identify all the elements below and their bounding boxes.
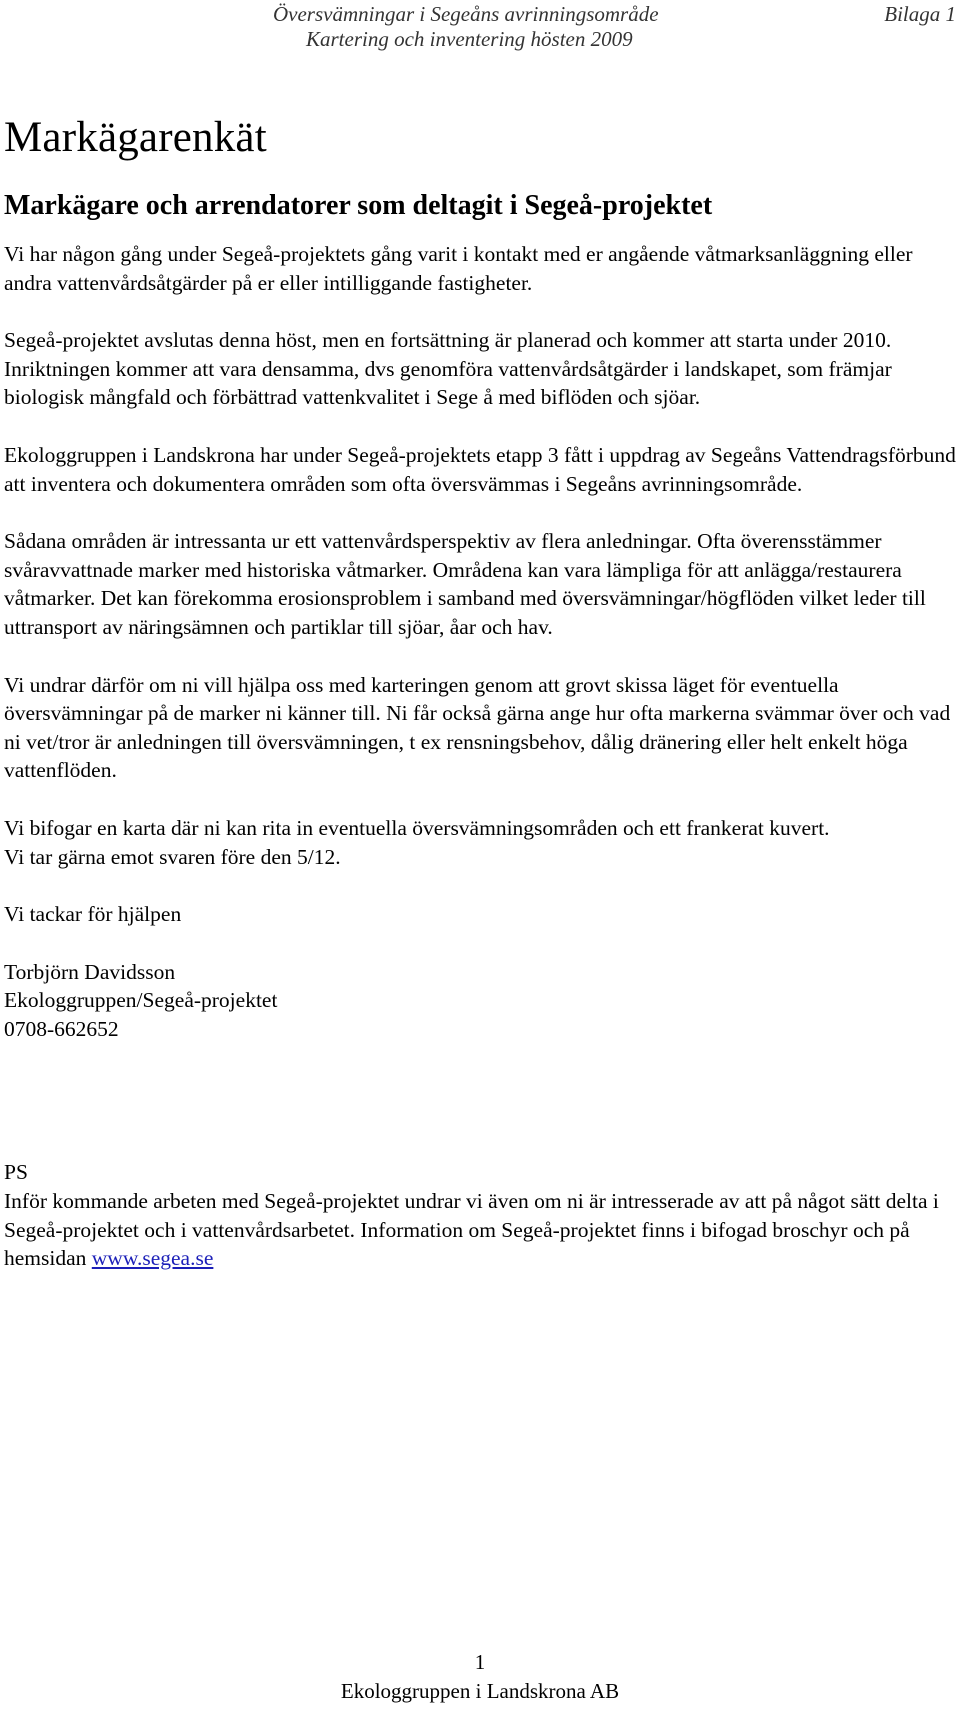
- paragraph-assignment: Ekologgruppen i Landskrona har under Segeå-projektets etapp 3 fått i uppdrag av Segeåns Vattendragsförbund att inventera och dokumentera områden som ofta översvämmas i Segeåns avrinningsområde.: [4, 442, 956, 496]
- postscript-text: Inför kommande arbeten med Segeå-projektet undrar vi även om ni är intresserade av att på något sätt delta i Segeå-projektet och i vattenvårdsarbetet. Information om Segeå-projektet finns i bifogad broschyr och på hemsidan: [4, 1189, 939, 1271]
- header-report-title: Översvämningar i Segeåns avrinningsområde: [273, 2, 659, 26]
- signature-organization: Ekologgruppen/Segeå-projektet: [4, 988, 278, 1013]
- page-header: [0, 0, 960, 60]
- paragraph-reasons: Sådana områden är intressanta ur ett vattenvårdsperspektiv av flera anledningar. Ofta överensstämmer svåravvattnade marker med historiska våtmarker. Områdena kan vara lämpliga för att anlägga/restaurera våtmarker. Det kan förekomma erosionsproblem i samband med översvämningar/högflöden vilket leder till uttransport av näringsämnen och partiklar till sjöar, åar och hav.: [4, 529, 926, 639]
- page-number: 1: [474, 1650, 486, 1674]
- deadline-line: Vi tar gärna emot svaren före den 5/12.: [4, 844, 341, 869]
- thanks-line: Vi tackar för hjälpen: [4, 902, 182, 927]
- paragraph-intro: Vi har någon gång under Segeå-projektets gång varit i kontakt med er angående våtmarksanläggning eller andra vattenvårdsåtgärder på er eller intilliggande fastigheter.: [4, 242, 913, 295]
- header-report-subtitle: Kartering och inventering hösten 2009: [306, 27, 633, 51]
- signature-name: Torbjörn Davidsson: [4, 959, 176, 984]
- postscript-label: PS: [4, 1160, 28, 1185]
- signature-phone: 0708-662652: [4, 1016, 119, 1041]
- paragraph-attachment: [4, 814, 956, 871]
- footer-company: Ekologgruppen i Landskrona AB: [340, 1679, 620, 1703]
- signature-block: [4, 958, 956, 1044]
- document-title: Markägarenkät: [4, 114, 267, 161]
- paragraph-project-status: Segeå-projektet avslutas denna höst, men en fortsättning är planerad och kommer att starta under 2010. Inriktningen kommer att vara densamma, dvs genomföra vattenvårdsåtgärder i landskapet, som främjar biologisk mångfald och förbättrad vattenkvalitet i Sege å med biflöden och sjöar.: [4, 328, 892, 410]
- paragraph-request: Vi undrar därför om ni vill hjälpa oss med karteringen genom att grovt skissa läget för eventuella översvämningar på de marker ni känner till. Ni får också gärna ange hur ofta markerna svämmar över och vad ni vet/tror är anledningen till översvämningen, t ex rensningsbehov, dålig dränering eller helt enkelt höga vattenflöden.: [4, 672, 951, 783]
- document-body: [4, 108, 956, 1273]
- document-subtitle: Markägare och arrendatorer som deltagit i Segeå-projektet: [4, 190, 713, 221]
- website-link[interactable]: www.segea.se: [91, 1246, 214, 1271]
- header-appendix-label: Bilaga 1: [884, 2, 956, 26]
- postscript: [4, 1158, 956, 1272]
- attachment-line: Vi bifogar en karta där ni kan rita in eventuella översvämningsområden och ett frankerat kuvert.: [4, 815, 830, 840]
